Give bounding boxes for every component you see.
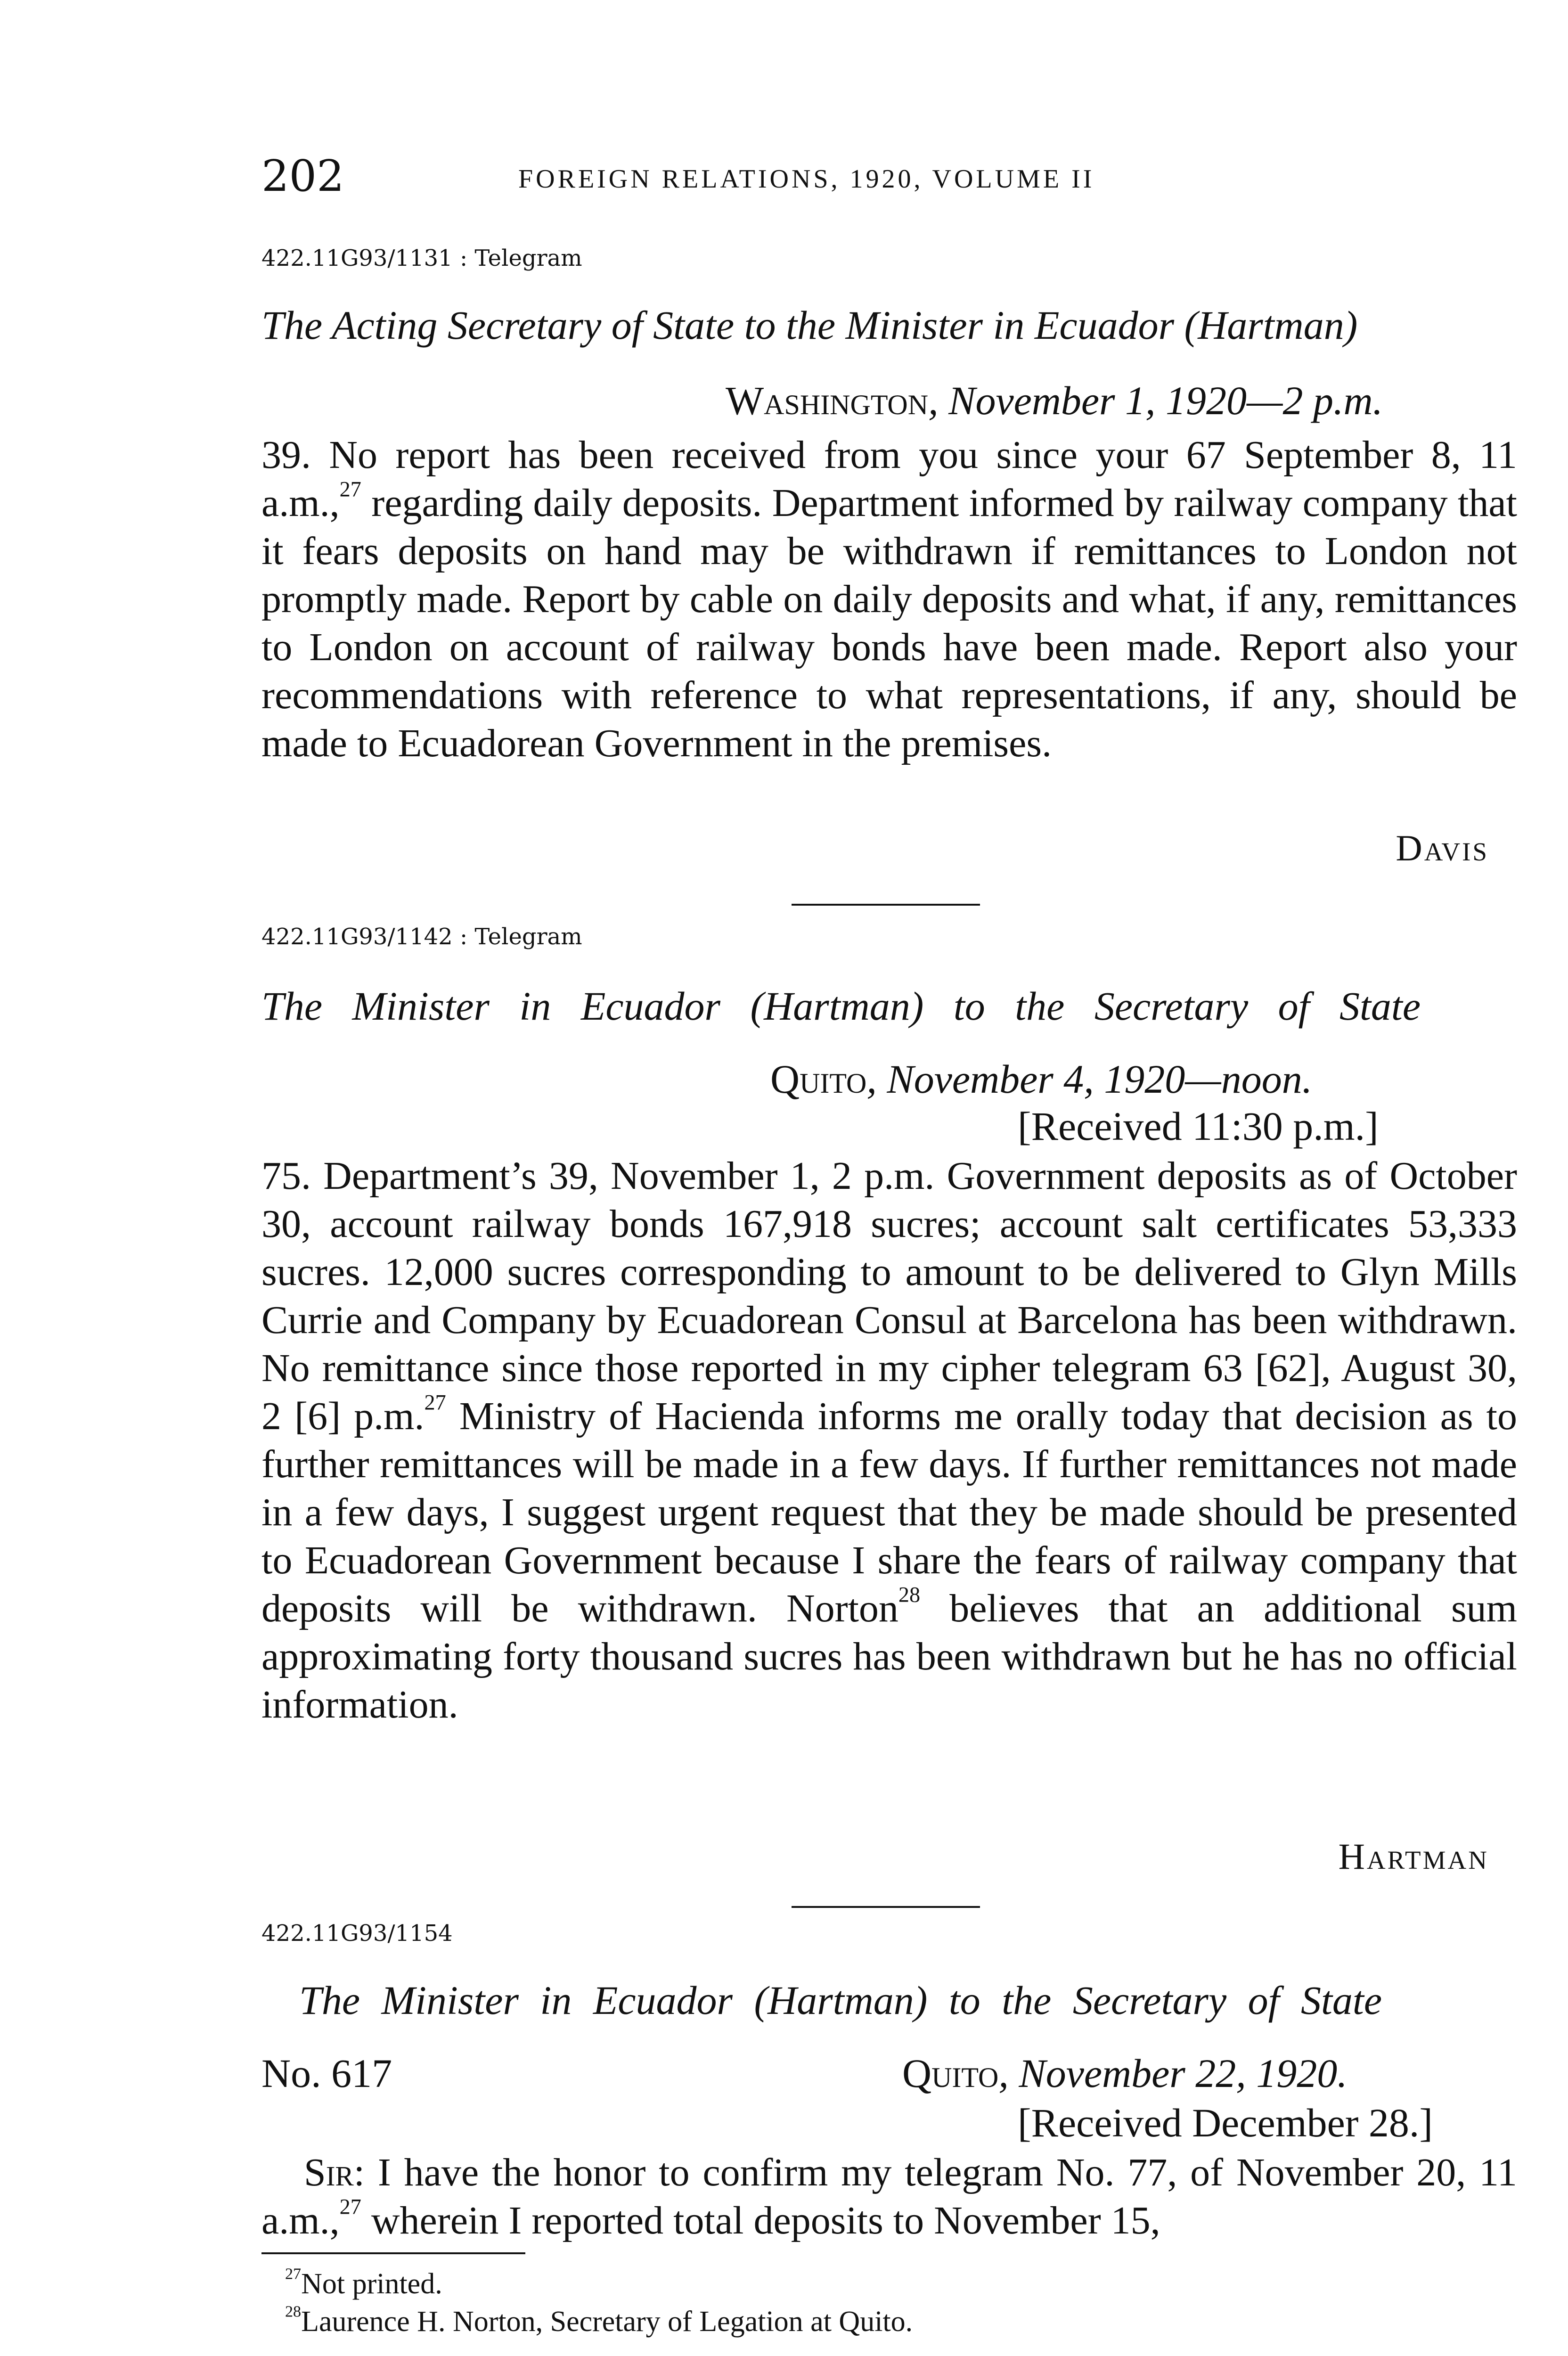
footnote-ref: 28	[898, 1582, 921, 1607]
footnote-ref: 27	[424, 1390, 446, 1415]
page-number: 202	[261, 151, 344, 201]
dateline	[902, 2050, 1348, 2097]
dateline	[770, 1055, 1312, 1103]
signature: Davis	[1396, 827, 1489, 868]
heading-name: Hartman	[764, 983, 910, 1029]
footnote	[285, 2267, 442, 2301]
dateline-place: Quito	[770, 1056, 867, 1102]
received-note: [Received December 28.]	[1018, 2100, 1433, 2145]
body-text: regarding daily deposits. Department informed by railway company that it fears deposits on hand may be withdrawn if remittances to London not promptly made. Report by cable on daily deposits and what, if any, remittances to London on account of railway bonds have been made. Report also your recommendations with reference to what representations, if any, should be made to Ecuadorean Government in the premises.	[261, 481, 1517, 765]
despatch-number: No. 617	[261, 2051, 392, 2096]
document-body	[261, 1152, 1517, 1821]
footnote-rule	[261, 2252, 525, 2254]
body-text: : I have the honor to confirm my telegram No. 77, of November 20, 11 a.m.,	[261, 2151, 1517, 2242]
footnote-mark: 28	[285, 2303, 302, 2321]
body-text: wherein I reported total deposits to November 15,	[361, 2199, 1160, 2242]
heading-text: The Minister in Ecuador (	[299, 1978, 768, 2023]
heading-text: ) to the Secretary of State	[914, 1978, 1382, 2023]
heading-name: Hartman	[768, 1978, 914, 2023]
heading-text: ) to the Secretary of State	[910, 983, 1421, 1029]
footnote-ref: 27	[339, 477, 361, 501]
running-head-title: FOREIGN RELATIONS, 1920, VOLUME II	[518, 164, 1095, 194]
running-head	[261, 151, 1517, 207]
footnote-text: Not printed.	[301, 2268, 442, 2300]
file-reference: 422.11G93/1131 : Telegram	[261, 245, 582, 271]
footnote-ref: 27	[339, 2194, 361, 2219]
dateline-place: Quito	[902, 2051, 999, 2096]
section-divider	[792, 1906, 980, 1908]
dateline	[726, 377, 1383, 424]
file-reference: 422.11G93/1154	[261, 1920, 453, 1947]
heading-text: )	[1344, 303, 1358, 348]
dateline-date: , November 1, 1920—2 p.m.	[928, 378, 1383, 423]
heading-text: The Minister in Ecuador (	[261, 983, 764, 1029]
body-text: Ministry of Hacienda informs me orally today that decision as to further remittances will be made in a few days. If further remittances not made in a few days, I suggest urgent request that they be made should be presented to Ecuadorean Government because I share the fears of railway company that deposits will be withdrawn. Norton	[261, 1394, 1517, 1630]
document-heading	[299, 1977, 1505, 2024]
dateline-date: , November 4, 1920—noon.	[866, 1056, 1313, 1102]
heading-name: Hartman	[1198, 303, 1344, 348]
received-note: [Received 11:30 p.m.]	[1018, 1104, 1379, 1149]
section-divider	[792, 904, 980, 906]
salutation: Sir	[304, 2151, 354, 2194]
body-text: 75. Department’s 39, November 1, 2 p.m. Government deposits as of October 30, account railway bonds 167,918 sucres; account salt certificates 53,333 sucres. 12,000 sucres corresponding to amount to be delivered to Glyn Mills Currie and Company by Ecuadorean Consul at Barcelona has been withdrawn. No remittance since those reported in my cipher telegram 63 [62], August 30, 2 [6] p.m.	[261, 1154, 1517, 1438]
file-reference: 422.11G93/1142 : Telegram	[261, 924, 582, 950]
body-text: 39. No report has been received from you since your 67 September 8, 11 a.m.,	[261, 433, 1517, 525]
footnote-text: Laurence H. Norton, Secretary of Legation at Quito.	[301, 2306, 913, 2338]
dateline-date: , November 22, 1920.	[998, 2051, 1348, 2096]
document-body	[261, 2149, 1517, 2248]
document-heading	[261, 302, 1517, 349]
footnote-mark: 27	[285, 2265, 302, 2283]
document-body	[261, 431, 1517, 813]
dateline-place: Washington	[726, 378, 929, 423]
footnote	[285, 2305, 913, 2339]
body-text: believes that an additional sum approximating forty thousand sucres has been withdrawn but he has no official information.	[261, 1587, 1517, 1726]
document-page	[261, 0, 1517, 2356]
signature: Hartman	[1338, 1836, 1489, 1877]
heading-text: The Acting Secretary of State to the Minister in Ecuador (	[261, 303, 1198, 348]
document-heading	[261, 982, 1517, 1030]
